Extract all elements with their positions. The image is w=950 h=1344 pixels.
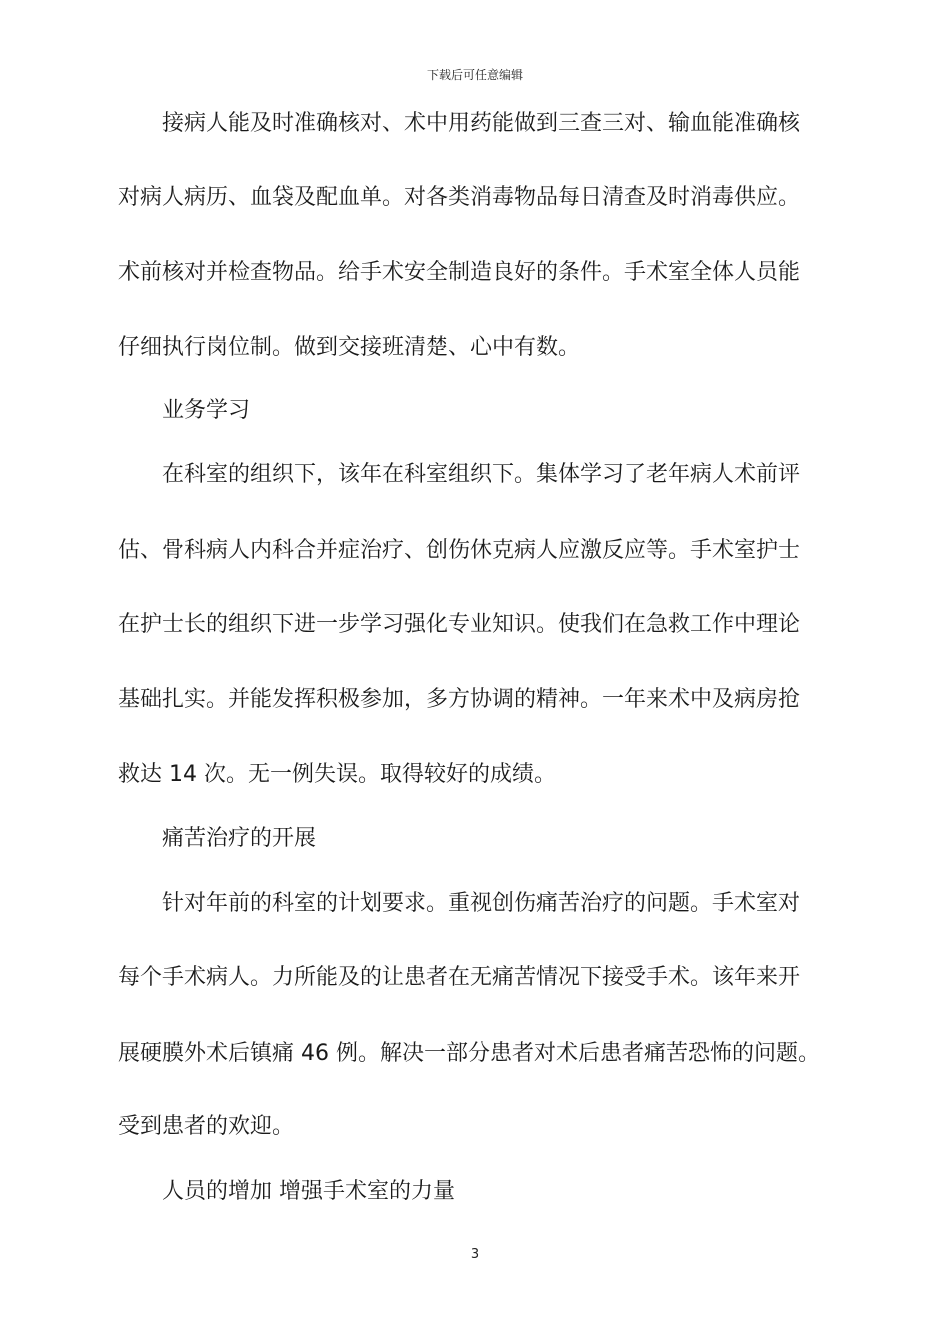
paragraph-line: 在护士长的组织下进一步学习强化专业知识。使我们在急救工作中理论 [118, 612, 801, 637]
paragraph-line: 每个手术病人。力所能及的让患者在无痛苦情况下接受手术。该年来开 [118, 965, 801, 990]
paragraph-line: 术前核对并检查物品。给手术安全制造良好的条件。手术室全体人员能 [118, 260, 801, 285]
paragraph-line: 估、骨科病人内科合并症治疗、创伤休克病人应激反应等。手术室护士 [118, 538, 801, 563]
paragraph-line: 仔细执行岗位制。做到交接班清楚、心中有数。 [118, 335, 581, 360]
paragraph-line: 针对年前的科室的计划要求。重视创伤痛苦治疗的问题。手术室对 [162, 891, 801, 916]
paragraph-line: 受到患者的欢迎。 [118, 1114, 295, 1139]
paragraph-line: 基础扎实。并能发挥积极参加，多方协调的精神。一年来术中及病房抢 [118, 687, 801, 712]
paragraph-line: 在科室的组织下，该年在科室组织下。集体学习了老年病人术前评 [162, 462, 801, 487]
paragraph-line: 救达 14 次。无一例失误。取得较好的成绩。 [118, 762, 556, 787]
section-heading: 人员的增加 增强手术室的力量 [162, 1179, 455, 1204]
page-header: 下载后可任意编辑 [426, 68, 523, 82]
section-heading: 痛苦治疗的开展 [162, 826, 317, 851]
paragraph-line: 展硬膜外术后镇痛 46 例。解决一部分患者对术后患者痛苦恐怖的问题。 [118, 1041, 820, 1066]
section-heading: 业务学习 [162, 398, 251, 423]
page-number: 3 [470, 1247, 480, 1262]
paragraph-line: 对病人病历、血袋及配血单。对各类消毒物品每日清查及时消毒供应。 [118, 185, 801, 210]
paragraph-line: 接病人能及时准确核对、术中用药能做到三查三对、输血能准确核 [162, 111, 801, 136]
